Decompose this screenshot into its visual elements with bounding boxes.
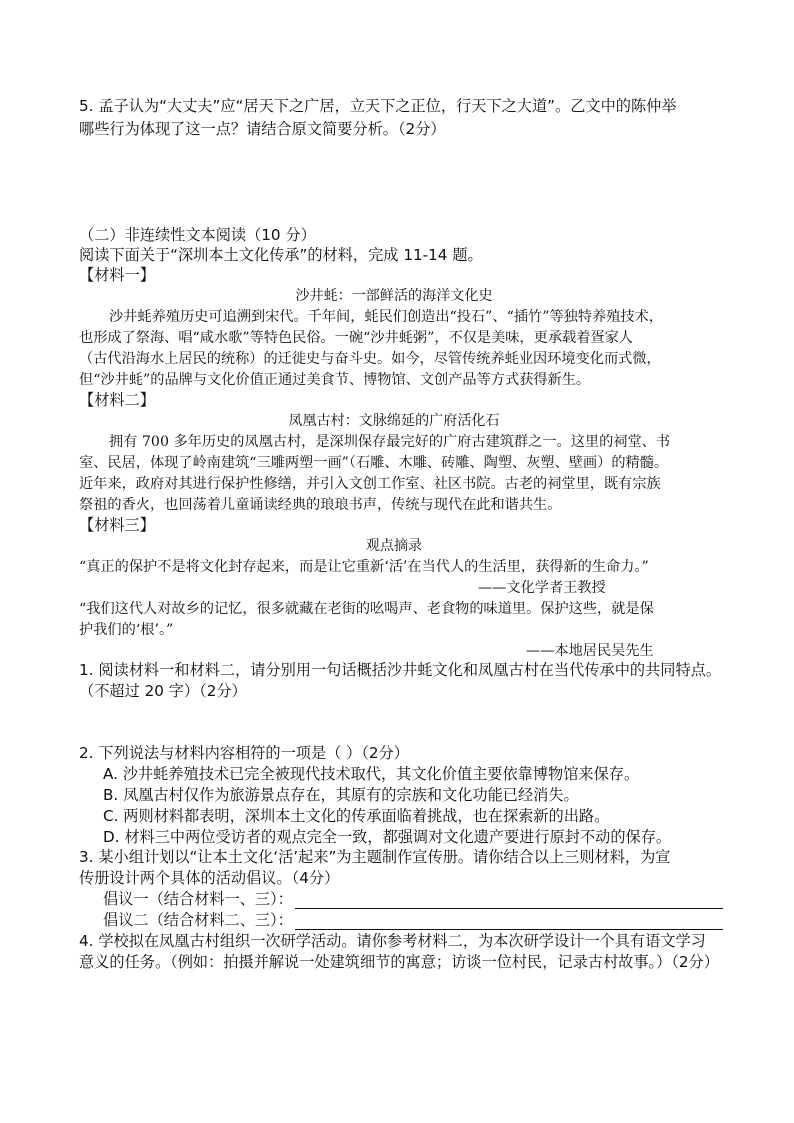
section-heading: （二）非连续性文本阅读（10 分） bbox=[79, 226, 316, 244]
material-1-line-2: 也形成了祭海、唱“咸水歌”等特色民俗。一碗“沙井蚝粥”，不仅是美味，更承载着疍家人 bbox=[79, 330, 633, 346]
material-2-label: 【材料二】 bbox=[79, 391, 155, 409]
material-1-line-3: （古代沿海水上居民的统称）的迁徙史与奋斗史。如今，尽管传统养蚝业因环境变化而式微， bbox=[79, 351, 661, 367]
section-intro: 阅读下面关于“深圳本土文化传承”的材料，完成 11-14 题。 bbox=[79, 246, 483, 264]
material-2-line-1: 拥有 700 多年历史的凤凰古村，是深圳保存最完好的广府古建筑群之一。这里的祠堂、书 bbox=[109, 434, 671, 450]
question-2-option-d: D. 材料三中两位受访者的观点完全一致，都强调对文化遗产要进行原封不动的保存。 bbox=[103, 828, 672, 846]
material-2-line-3: 近年来，政府对其进行保护性修缮，并引入文创工作室、社区书院。古老的祠堂里，既有宗族 bbox=[79, 476, 661, 492]
proposal-2-answer-line[interactable] bbox=[295, 913, 723, 930]
material-2-line-2: 室、民居，体现了岭南建筑“三雕两塑一画”（石雕、木雕、砖雕、陶塑、灰塑、壁画）的精髓。 bbox=[79, 455, 669, 471]
question-4-line-2: 意义的任务。（例如：拍摄并解说一处建筑细节的寓意；访谈一位村民，记录古村故事。）（2分） bbox=[79, 953, 719, 971]
proposal-1-prompt: 倡议一（结合材料一、三）： bbox=[103, 890, 293, 908]
question-4-line-1: 4. 学校拟在凤凰古村组织一次研学活动。请你参考材料二，为本次研学设计一个具有语文学习 bbox=[79, 932, 706, 950]
material-3-title: 观点摘录 bbox=[365, 538, 423, 554]
material-1-line-4: 但“沙井蚝”的品牌与文化价值正通过美食节、博物馆、文创产品等方式获得新生。 bbox=[79, 372, 591, 388]
question-5-line-2: 哪些行为体现了这一点？请结合原文简要分析。（2分） bbox=[79, 120, 446, 138]
question-2-option-c: C. 两则材料都表明，深圳本土文化的传承面临着挑战，也在探索新的出路。 bbox=[103, 807, 610, 825]
question-2-option-b: B. 凤凰古村仅作为旅游景点存在，其原有的宗族和文化功能已经消失。 bbox=[103, 786, 579, 804]
question-5-line-1: 5. 孟子认为“大丈夫”应“居天下之广居，立天下之正位，行天下之大道”。乙文中的陈仲举 bbox=[79, 97, 677, 115]
material-3-source-1: ——文化学者王教授 bbox=[478, 580, 606, 596]
proposal-1-row bbox=[103, 889, 723, 909]
proposal-2-row bbox=[103, 910, 723, 930]
question-2-option-a: A. 沙井蚝养殖技术已完全被现代技术取代，其文化价值主要依靠博物馆来保存。 bbox=[103, 765, 640, 783]
material-2-title: 凤凰古村：文脉绵延的广府活化石 bbox=[288, 413, 500, 429]
question-3-line-2: 传册设计两个具体的活动倡议。（4分） bbox=[79, 869, 340, 887]
material-3-source-2: ——本地居民吴先生 bbox=[526, 643, 654, 659]
material-2-line-4: 祭祖的香火，也回荡着儿童诵读经典的琅琅书声，传统与现代在此和谐共生。 bbox=[79, 497, 562, 513]
proposal-2-prompt: 倡议二（结合材料二、三）： bbox=[103, 911, 293, 929]
material-3-quote-2-line-1: “我们这代人对故乡的记忆，很多就藏在老街的吆喝声、老食物的味道里。保护这些，就是保 bbox=[79, 601, 654, 617]
material-3-quote-2-line-2: 护我们的‘根’。” bbox=[79, 622, 174, 638]
question-2-stem: 2. 下列说法与材料内容相符的一项是（ ）（2分） bbox=[79, 744, 409, 762]
material-3-quote-1: “真正的保护不是将文化封存起来，而是让它重新‘活’在当代人的生活里，获得新的生命力。” bbox=[79, 559, 649, 575]
question-1-line-2: （不超过 20 字）（2分） bbox=[79, 682, 247, 700]
material-1-line-1: 沙井蚝养殖历史可追溯到宋代。千年间，蚝民们创造出“投石”、“插竹”等独特养殖技术， bbox=[109, 309, 663, 325]
material-3-label: 【材料三】 bbox=[79, 516, 155, 534]
material-1-label: 【材料一】 bbox=[79, 266, 155, 284]
question-1-line-1: 1. 阅读材料一和材料二，请分别用一句话概括沙井蚝文化和凤凰古村在当代传承中的共同特点。 bbox=[79, 661, 722, 679]
proposal-1-answer-line[interactable] bbox=[295, 892, 723, 909]
question-3-line-1: 3. 某小组计划以“让本土文化‘活’起来”为主题制作宣传册。请你结合以上三则材料，为宣 bbox=[79, 848, 671, 866]
material-1-title: 沙井蚝：一部鲜活的海洋文化史 bbox=[295, 288, 493, 304]
